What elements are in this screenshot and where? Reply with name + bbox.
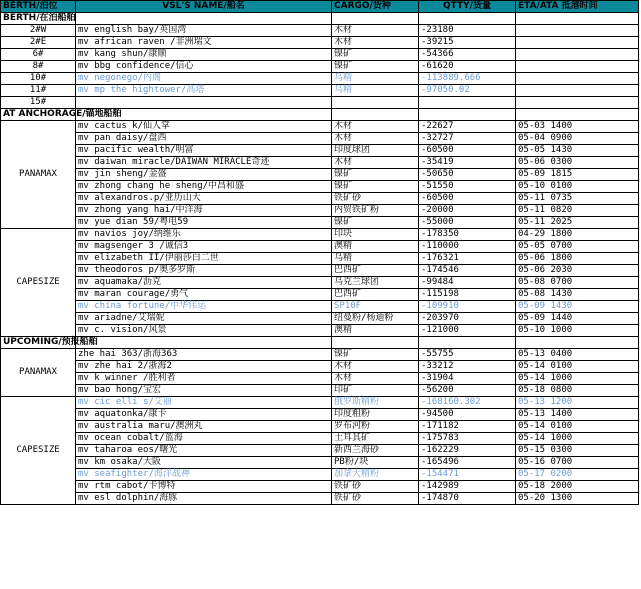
eta-cell: 05-11 0820 (516, 205, 639, 217)
quantity-cell: -33212 (419, 361, 516, 373)
cargo-cell: 木材 (332, 361, 419, 373)
table-row (1, 277, 639, 289)
vessel-name-cell: mv bao hong/宝宏 (76, 385, 332, 397)
vessel-name-cell: mv taharoa eos/曙光 (76, 445, 332, 457)
section-spacer-name (76, 337, 332, 349)
vessel-name-cell: mv negonego/内阁 (76, 73, 332, 85)
table-row (1, 85, 639, 97)
eta-cell (516, 25, 639, 37)
eta-cell: 05-14 1000 (516, 433, 639, 445)
vessel-name-cell: mv mp the hightower/高塔 (76, 85, 332, 97)
vessel-name-cell: mv bbg confidence/信心 (76, 61, 332, 73)
quantity-cell: -61620 (419, 61, 516, 73)
section-spacer-eta (516, 337, 639, 349)
berth-cell: 15# (1, 97, 76, 109)
cargo-cell: 印度球团 (332, 145, 419, 157)
eta-cell: 05-05 0700 (516, 241, 639, 253)
vessel-name-cell: mv cic elli s/艾丽 (76, 397, 332, 409)
quantity-cell: -54366 (419, 49, 516, 61)
section-spacer-cargo (332, 13, 419, 25)
berth-cell: 10# (1, 73, 76, 85)
cargo-cell: 印矿 (332, 385, 419, 397)
quantity-cell: -171182 (419, 421, 516, 433)
vessel-name-cell: mv navios joy/纳维乐 (76, 229, 332, 241)
table-row (1, 73, 639, 85)
vessel-name-cell: mv australia maru/澳洲丸 (76, 421, 332, 433)
vessel-name-cell: mv km osaka/大阪 (76, 457, 332, 469)
cargo-cell: PB粉/块 (332, 457, 419, 469)
table-row (1, 385, 639, 397)
quantity-cell: -55755 (419, 349, 516, 361)
vessel-name-cell: mv english bay/英国湾 (76, 25, 332, 37)
berth-cell: 6# (1, 49, 76, 61)
quantity-cell: -113889.666 (419, 73, 516, 85)
table-row (1, 97, 639, 109)
table-row (1, 193, 639, 205)
quantity-cell: -39215 (419, 37, 516, 49)
cargo-cell: 乌精 (332, 253, 419, 265)
quantity-cell: -55000 (419, 217, 516, 229)
eta-cell: 05-18 0800 (516, 385, 639, 397)
cargo-cell: 铁矿砂 (332, 193, 419, 205)
vessel-name-cell: mv c. vision/风景 (76, 325, 332, 337)
eta-cell: 05-11 0735 (516, 193, 639, 205)
vessel-name-cell: mv aquatonka/康卡 (76, 409, 332, 421)
cargo-cell: 澳精 (332, 325, 419, 337)
cargo-cell: 镍矿 (332, 61, 419, 73)
eta-cell: 05-10 1000 (516, 325, 639, 337)
eta-cell: 04-29 1800 (516, 229, 639, 241)
vessel-name-cell: mv african raven /非洲瑞文 (76, 37, 332, 49)
eta-cell: 05-09 1815 (516, 169, 639, 181)
vessel-name-cell: mv china fortune/中华伟运 (76, 301, 332, 313)
quantity-cell: -60500 (419, 193, 516, 205)
vessel-name-cell: mv theodoros p/奥多罗斯 (76, 265, 332, 277)
cargo-cell: 巴西矿 (332, 289, 419, 301)
cargo-cell: 印度粗粉 (332, 409, 419, 421)
vessel-name-cell: zhe hai 363/浙海363 (76, 349, 332, 361)
vessel-name-cell: mv cactus k/仙人掌 (76, 121, 332, 133)
quantity-cell: -175783 (419, 433, 516, 445)
table-row (1, 133, 639, 145)
berth-cell: 8# (1, 61, 76, 73)
quantity-cell: -51550 (419, 181, 516, 193)
cargo-cell: 内贸铁矿粉 (332, 205, 419, 217)
quantity-cell: -110000 (419, 241, 516, 253)
vessel-name-cell: mv aquamaka/沥克 (76, 277, 332, 289)
eta-cell: 05-04 0900 (516, 133, 639, 145)
cargo-cell: 印块 (332, 229, 419, 241)
quantity-cell: -56200 (419, 385, 516, 397)
vessel-name-cell: mv rtm cabot/卡博特 (76, 481, 332, 493)
quantity-cell: -115198 (419, 289, 516, 301)
table-row (1, 25, 639, 37)
quantity-cell: -174546 (419, 265, 516, 277)
table-row (1, 145, 639, 157)
vessel-class-cell: PANAMAX (1, 121, 76, 229)
table-row (1, 169, 639, 181)
cargo-cell: 乌克兰球团 (332, 277, 419, 289)
vessel-name-cell: mv magsenger 3 /诚信3 (76, 241, 332, 253)
section-spacer-eta (516, 13, 639, 25)
eta-cell: 05-09 1440 (516, 313, 639, 325)
quantity-cell: -32727 (419, 133, 516, 145)
header-row (1, 1, 639, 13)
vessel-name-cell: mv pan daisy/盘西 (76, 133, 332, 145)
table-row (1, 49, 639, 61)
quantity-cell: -22627 (419, 121, 516, 133)
eta-cell: 05-18 2000 (516, 481, 639, 493)
vessel-name-cell: mv yue dian 59/粤电59 (76, 217, 332, 229)
eta-cell: 05-06 0300 (516, 157, 639, 169)
cargo-cell: 木材 (332, 37, 419, 49)
vessel-name-cell: mv ocean cobalt/蓝海 (76, 433, 332, 445)
cargo-cell: 俄罗斯精粉 (332, 397, 419, 409)
table-row (1, 469, 639, 481)
table-row (1, 121, 639, 133)
vessel-class-cell: CAPESIZE (1, 397, 76, 505)
header-quantity: QTTY/货量 (419, 1, 516, 13)
eta-cell: 05-05 1430 (516, 145, 639, 157)
quantity-cell: -60500 (419, 145, 516, 157)
table-row (1, 349, 639, 361)
vessel-name-cell: mv esl dolphin/海豚 (76, 493, 332, 505)
vessel-name-cell: mv jin sheng/金盛 (76, 169, 332, 181)
section-header-row (1, 13, 639, 25)
table-row (1, 373, 639, 385)
section-header-row (1, 337, 639, 349)
section-spacer-qtty (419, 337, 516, 349)
cargo-cell: 木材 (332, 25, 419, 37)
table-row (1, 37, 639, 49)
table-row (1, 265, 639, 277)
table-row (1, 397, 639, 409)
eta-cell: 05-15 0300 (516, 445, 639, 457)
cargo-cell: 巴西矿 (332, 265, 419, 277)
vessel-name-cell: mv kang shun/康顺 (76, 49, 332, 61)
cargo-cell: 铁矿砂 (332, 481, 419, 493)
vessel-name-cell (76, 97, 332, 109)
quantity-cell: -50650 (419, 169, 516, 181)
section-title: UPCOMING/预报船舶 (1, 337, 76, 349)
cargo-cell: SP10F (332, 301, 419, 313)
section-header-row (1, 109, 639, 121)
vessel-name-cell: mv maran courage/勇气 (76, 289, 332, 301)
cargo-cell: 土耳其矿 (332, 433, 419, 445)
quantity-cell: -97050.02 (419, 85, 516, 97)
eta-cell (516, 37, 639, 49)
quantity-cell: -35419 (419, 157, 516, 169)
vessel-name-cell: mv daiwan miracle/DAIWAN MIRACLE奇迹 (76, 157, 332, 169)
table-row (1, 229, 639, 241)
eta-cell: 05-13 1400 (516, 409, 639, 421)
vessel-name-cell: mv zhong chang he sheng/中昌和盛 (76, 181, 332, 193)
section-title: AT ANCHORAGE/锚地船舶 (1, 109, 76, 121)
cargo-cell: 镍矿 (332, 49, 419, 61)
vessel-name-cell: mv ariadne/艾瑞妮 (76, 313, 332, 325)
table-row (1, 61, 639, 73)
eta-cell (516, 49, 639, 61)
vessel-name-cell: mv elizabeth II/伊丽莎白二世 (76, 253, 332, 265)
quantity-cell: -176321 (419, 253, 516, 265)
quantity-cell: -23180 (419, 25, 516, 37)
eta-cell: 05-13 0400 (516, 349, 639, 361)
table-row (1, 289, 639, 301)
quantity-cell: -154471 (419, 469, 516, 481)
section-spacer-name (76, 13, 332, 25)
cargo-cell: 木材 (332, 121, 419, 133)
table-row (1, 421, 639, 433)
table-row (1, 181, 639, 193)
eta-cell: 05-06 1800 (516, 253, 639, 265)
eta-cell: 05-11 2025 (516, 217, 639, 229)
table-row (1, 445, 639, 457)
cargo-cell: 澳精 (332, 241, 419, 253)
berth-cell: 2#W (1, 25, 76, 37)
table-row (1, 313, 639, 325)
table-row (1, 241, 639, 253)
vessel-name-cell: mv zhe hai 2/浙海2 (76, 361, 332, 373)
quantity-cell: -142989 (419, 481, 516, 493)
header-vessel-name: VSL'S NAME/船名 (76, 1, 332, 13)
table-row (1, 433, 639, 445)
cargo-cell: 木材 (332, 157, 419, 169)
table-row (1, 157, 639, 169)
table-row (1, 361, 639, 373)
eta-cell: 05-08 1430 (516, 289, 639, 301)
eta-cell: 05-14 0100 (516, 421, 639, 433)
table-row (1, 457, 639, 469)
cargo-cell: 木材 (332, 133, 419, 145)
cargo-cell: 镍矿 (332, 217, 419, 229)
cargo-cell: 纽曼粉/杨迪粉 (332, 313, 419, 325)
table-row (1, 481, 639, 493)
quantity-cell: -31904 (419, 373, 516, 385)
eta-cell (516, 73, 639, 85)
eta-cell: 05-20 1300 (516, 493, 639, 505)
eta-cell: 05-03 1400 (516, 121, 639, 133)
eta-cell: 05-14 1000 (516, 373, 639, 385)
cargo-cell: 镍矿 (332, 181, 419, 193)
quantity-cell: -174870 (419, 493, 516, 505)
eta-cell: 05-10 0100 (516, 181, 639, 193)
cargo-cell: 木材 (332, 373, 419, 385)
table-body (1, 13, 639, 505)
table-row (1, 253, 639, 265)
vessel-name-cell: mv alexandros.p/亚历山大 (76, 193, 332, 205)
header-berth: BERTH/泊位 (1, 1, 76, 13)
table-row (1, 325, 639, 337)
eta-cell (516, 97, 639, 109)
cargo-cell: 镍矿 (332, 169, 419, 181)
cargo-cell: 镍矿 (332, 349, 419, 361)
eta-cell: 05-13 1200 (516, 397, 639, 409)
eta-cell: 05-09 1430 (516, 301, 639, 313)
quantity-cell: -109910 (419, 301, 516, 313)
berth-cell: 2#E (1, 37, 76, 49)
section-spacer-qtty (419, 109, 516, 121)
vessel-class-cell: PANAMAX (1, 349, 76, 397)
quantity-cell: -203970 (419, 313, 516, 325)
vessel-name-cell: mv zhong yang hai/中洋海 (76, 205, 332, 217)
cargo-cell: 新西兰海砂 (332, 445, 419, 457)
cargo-cell (332, 97, 419, 109)
section-spacer-eta (516, 109, 639, 121)
cargo-cell: 铁矿砂 (332, 493, 419, 505)
vessel-class-cell: CAPESIZE (1, 229, 76, 337)
eta-cell: 05-08 0700 (516, 277, 639, 289)
section-spacer-cargo (332, 337, 419, 349)
quantity-cell: -99484 (419, 277, 516, 289)
eta-cell: 05-06 2030 (516, 265, 639, 277)
section-spacer-cargo (332, 109, 419, 121)
table-row (1, 409, 639, 421)
vessel-name-cell: mv seafighter/海洋战神 (76, 469, 332, 481)
table-row (1, 301, 639, 313)
quantity-cell: -165496 (419, 457, 516, 469)
eta-cell: 05-14 0100 (516, 361, 639, 373)
header-eta: ETA/ATA 抵港时间 (516, 1, 639, 13)
table-row (1, 217, 639, 229)
table-row (1, 205, 639, 217)
section-title: BERTH/在泊船舶 (1, 13, 76, 25)
table-row (1, 493, 639, 505)
quantity-cell (419, 97, 516, 109)
section-spacer-qtty (419, 13, 516, 25)
quantity-cell: -168160.302 (419, 397, 516, 409)
vessel-name-cell: mv k winner /胜利者 (76, 373, 332, 385)
eta-cell: 05-16 0700 (516, 457, 639, 469)
header-cargo: CARGO/货种 (332, 1, 419, 13)
cargo-cell: 罗布河粉 (332, 421, 419, 433)
eta-cell (516, 61, 639, 73)
quantity-cell: -178350 (419, 229, 516, 241)
berth-cell: 11# (1, 85, 76, 97)
quantity-cell: -94500 (419, 409, 516, 421)
eta-cell (516, 85, 639, 97)
quantity-cell: -20000 (419, 205, 516, 217)
cargo-cell: 乌精 (332, 85, 419, 97)
cargo-cell: 加拿大精粉 (332, 469, 419, 481)
eta-cell: 05-17 0200 (516, 469, 639, 481)
quantity-cell: -162229 (419, 445, 516, 457)
vessel-name-cell: mv pacific wealth/明富 (76, 145, 332, 157)
quantity-cell: -121000 (419, 325, 516, 337)
cargo-cell: 乌精 (332, 73, 419, 85)
